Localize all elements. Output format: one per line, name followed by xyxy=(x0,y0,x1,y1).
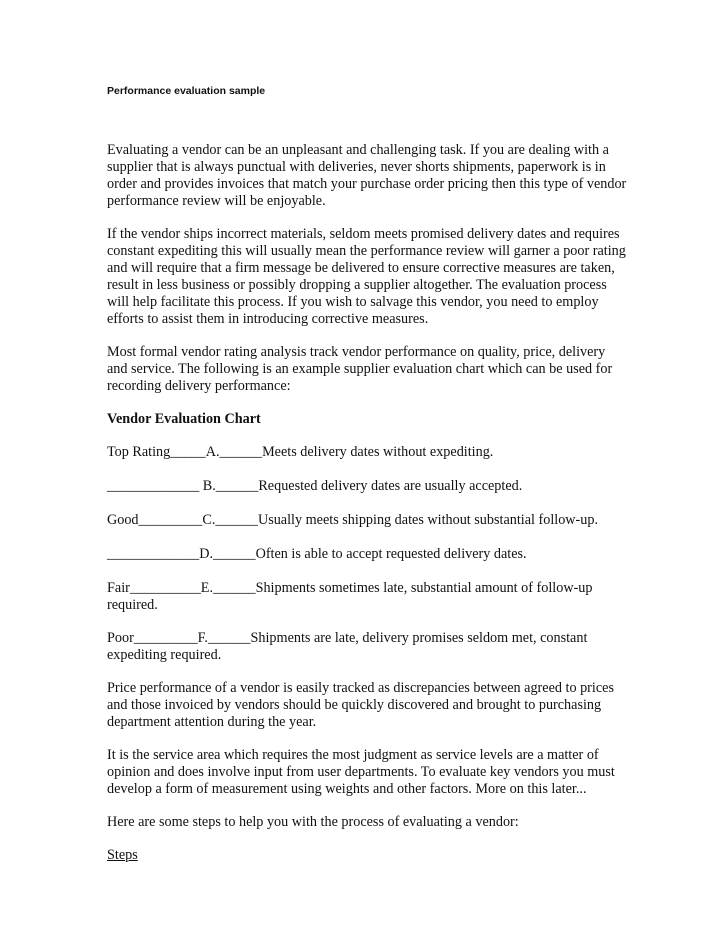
price-performance-paragraph: Price performance of a vendor is easily tracked as discrepancies between agreed to prices and those invoiced by vendors should be quickly discovered and brought to purchasing department attention during the year. xyxy=(107,680,614,730)
chart-heading: Vendor Evaluation Chart xyxy=(107,411,261,427)
chart-line-b: _____________ B.______Requested delivery dates are usually accepted. xyxy=(107,478,523,494)
chart-line-c: Good_________C.______Usually meets shipping dates without substantial follow-up. xyxy=(107,512,599,528)
rating-analysis-paragraph: Most formal vendor rating analysis track vendor performance on quality, price, delivery and service. The following is an example supplier evaluation chart which can be used for recording delivery performance: xyxy=(107,344,613,394)
poor-vendor-paragraph: If the vendor ships incorrect materials, seldom meets promised delivery dates and requires constant expediting this will usually mean the performance review will garner a poor rating and will require that a firm message be delivered to ensure corrective measures are taken, result in less business or possibly dropping a supplier altogether. The evaluation process will help facilitate this process. If you wish to salvage this vendor, you need to employ efforts to assist them in introducing corrective measures. xyxy=(107,226,626,327)
steps-heading: Steps xyxy=(107,847,138,863)
document-body xyxy=(107,142,627,880)
service-area-paragraph: It is the service area which requires the most judgment as service levels are a matter of opinion and does involve input from user departments. To evaluate key vendors you must develop a form of measurement using weights and other factors. More on this later... xyxy=(107,747,615,797)
chart-line-a: Top Rating_____A.______Meets delivery dates without expediting. xyxy=(107,444,494,460)
chart-line-f: Poor_________F.______Shipments are late, delivery promises seldom met, constant expediting required. xyxy=(107,630,588,663)
chart-line-d: _____________D.______Often is able to accept requested delivery dates. xyxy=(107,546,527,562)
steps-intro-paragraph: Here are some steps to help you with the process of evaluating a vendor: xyxy=(107,814,519,830)
intro-paragraph: Evaluating a vendor can be an unpleasant and challenging task. If you are dealing with a supplier that is always punctual with deliveries, never shorts shipments, paperwork is in order and provides invoices that match your purchase order pricing then this type of vendor performance review will be enjoyable. xyxy=(107,142,627,209)
chart-line-e: Fair__________E.______Shipments sometimes late, substantial amount of follow-up required. xyxy=(107,580,593,613)
document-label: Performance evaluation sample xyxy=(107,85,266,97)
